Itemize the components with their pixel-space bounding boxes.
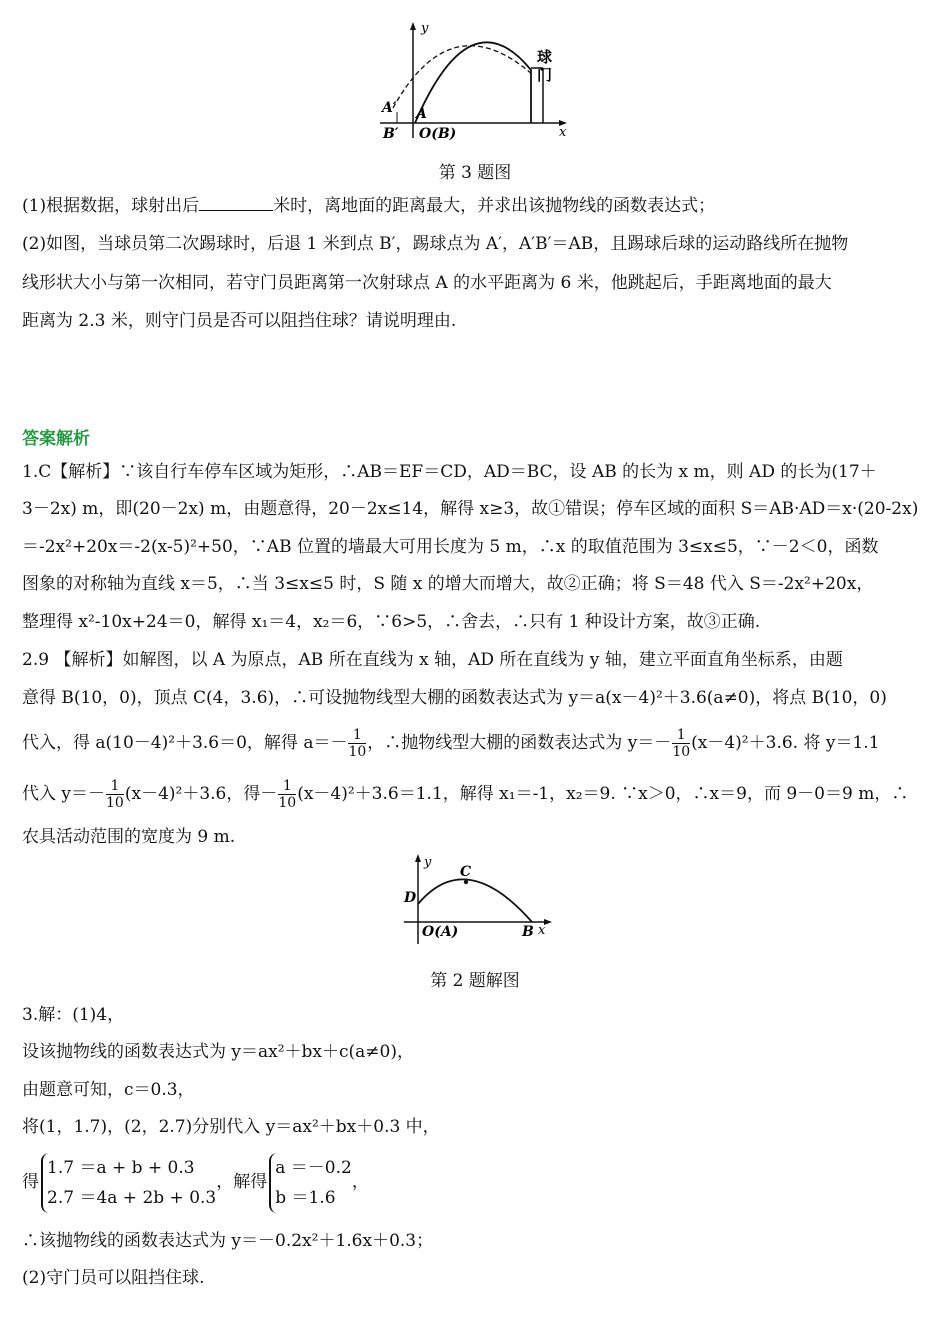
solution-system: a ＝－0.2 b ＝1.6 [269, 1153, 352, 1213]
answer-2-line: 代入 y＝－ $\frac{1}{10}$ (x－4)²＋3.6，得－ $\frac{1}{10}$ (x－4)²＋3.6＝1.1，解得 x₁＝-1，x₂＝9. ∵x＞0，∴x＝9，而 9－0＝9 m，∴ [22, 778, 909, 811]
label-b: B [522, 924, 534, 940]
question-2-line: 距离为 2.3 米，则守门员是否可以阻挡住球？请说明理由. [22, 311, 457, 331]
answer-2-line: 农具活动范围的宽度为 9 m. [22, 827, 236, 847]
x-axis-label: x [538, 923, 546, 938]
answer-3-line: 设该抛物线的函数表达式为 y＝ax²＋bx＋c(a≠0)， [22, 1042, 414, 1062]
fraction: $\frac{1}{10}$ [672, 727, 691, 760]
answer-3-line: 3.解：(1)4， [22, 1005, 125, 1025]
answer-1-line: 整理得 x²-10x+24＝0，解得 x₁＝4，x₂＝6，∵6>5，∴舍去，∴只有 1 种设计方案，故③正确. [22, 612, 761, 632]
answer-1-line: 图象的对称轴为直线 x＝5，∴当 3≤x≤5 时，S 随 x 的增大而增大，故②正确；将 S＝48 代入 S＝-2x²+20x， [22, 574, 874, 594]
question-2-line: 线形状大小与第一次相同，若守门员距离第一次射球点 A 的水平距离为 6 米，他跳起后，手距离地面的最大 [22, 273, 832, 293]
answer-heading: 答案解析 [22, 429, 90, 449]
label-a-prime: A′ [382, 100, 397, 116]
y-axis-label: y [424, 855, 432, 870]
question-1: (1)根据数据，球射出后 米时，离地面的距离最大，并求出该抛物线的函数表达式； [22, 196, 716, 216]
y-axis-label: y [421, 21, 429, 36]
answer-2-line: 意得 B(10，0)，顶点 C(4，3.6)，∴可设抛物线型大棚的函数表达式为 y＝a(x－4)²＋3.6(a≠0)，将点 B(10，0) [22, 688, 887, 708]
answer-1-line: 3－2x) m，即(20－2x) m，由题意得，20－2x≤14，解得 x≥3，故①错误；停车区域的面积 S＝AB·AD＝x·(20-2x) [22, 499, 919, 519]
answer-blank [199, 195, 273, 211]
x-axis-label: x [559, 125, 567, 140]
figure-2-caption: 第 2 题解图 [430, 971, 520, 991]
answer-2-line: 代入，得 a(10－4)²＋3.6＝0，解得 a＝－ $\frac{1}{10}$ ，∴抛物线型大棚的函数表达式为 y＝－ $\frac{1}{10}$ (x－4)²＋3.6. 将 y＝1.1 [22, 727, 880, 760]
label-d: D [404, 890, 417, 906]
label-o-b: O(B) [419, 126, 457, 142]
label-a: A [416, 106, 427, 122]
figure-3-caption: 第 3 题图 [438, 163, 512, 183]
fraction: $\frac{1}{10}$ [348, 727, 367, 760]
fraction: $\frac{1}{10}$ [278, 778, 297, 811]
answer-1-line: ＝-2x²+20x＝-2(x-5)²+50，∵AB 位置的墙最大可用长度为 5 m，∴x 的取值范围为 3≤x≤5，∵－2＜0，函数 [22, 537, 879, 557]
answer-3-line: (2)守门员可以阻挡住球. [22, 1268, 205, 1288]
label-goal-2: 门 [537, 66, 553, 84]
label-b-prime: B′ [383, 126, 399, 142]
answer-2-line: 2.9 【解析】如解图，以 A 为原点，AB 所在直线为 x 轴，AD 所在直线为 y 轴，建立平面直角坐标系，由题 [22, 650, 843, 670]
label-o-a: O(A) [422, 924, 459, 940]
question-2-line: (2)如图，当球员第二次踢球时，后退 1 米到点 B′，踢球点为 A′，A′B′＝AB，且踢球后球的运动路线所在抛物 [22, 234, 849, 254]
answer-1-line: 1.C【解析】∵该自行车停车区域为矩形，∴AB＝EF＝CD，AD＝BC，设 AB 的长为 x m，则 AD 的长为(17＋ [22, 462, 877, 482]
label-goal-1: 球 [537, 48, 553, 66]
answer-3-line: 将(1，1.7)，(2，2.7)分别代入 y＝ax²＋bx＋0.3 中， [22, 1117, 440, 1137]
fraction: $\frac{1}{10}$ [106, 778, 124, 811]
figure-2-diagram [398, 852, 558, 947]
label-c: C [460, 864, 472, 880]
answer-3-system-line: 得 1.7 ＝a + b + 0.3 2.7 ＝4a + 2b + 0.3 ，解得 a ＝－0.2 b ＝1.6 ， [22, 1152, 932, 1214]
answer-3-line: 由题意可知，c＝0.3， [22, 1080, 195, 1100]
answer-3-line: ∴该抛物线的函数表达式为 y＝－0.2x²＋1.6x＋0.3； [22, 1231, 434, 1251]
equation-system: 1.7 ＝a + b + 0.3 2.7 ＝4a + 2b + 0.3 [41, 1153, 216, 1213]
figure-3-diagram [375, 20, 575, 145]
